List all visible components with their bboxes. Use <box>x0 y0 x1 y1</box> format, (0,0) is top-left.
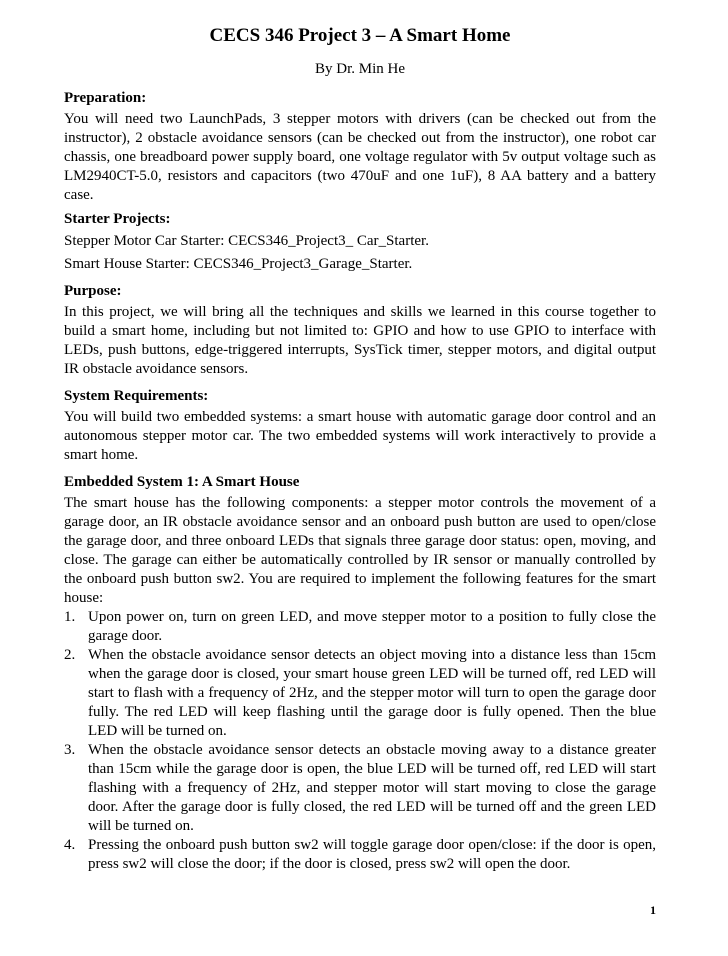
page-number: 1 <box>650 903 656 917</box>
system-requirements-heading: System Requirements: <box>64 388 209 404</box>
embedded-system-1-heading: Embedded System 1: A Smart House <box>64 474 300 490</box>
feature-item <box>64 836 656 874</box>
preparation-text: You will need two LaunchPads, 3 stepper motors with drivers (can be checked out from the instructor), 2 obstacle avoidance sensors (can be checked out from the instructor), one robot car chassis, one breadboard power supply board, one voltage regulator with 5v output voltage such as LM2940CT-5.0, resistors and capacitors (two 470uF and one 1uF), 8 AA battery and a battery case. <box>64 111 656 203</box>
embedded-system-1-text: The smart house has the following components: a stepper motor controls the movement of a garage door, an IR obstacle avoidance sensor and an onboard push button are used to open/close the garage door, and three onboard LEDs that signals three garage door status: open, moving, and close. The garage can either be automatically controlled by IR sensor or manually controlled by the onboard push button sw2. You are required to implement the following features for the smart house: <box>64 495 656 606</box>
feature-text: Pressing the onboard push button sw2 will toggle garage door open/close: if the door is open, press sw2 will close the door; if the door is closed, press sw2 will open the door. <box>88 837 656 872</box>
feature-text: Upon power on, turn on green LED, and move stepper motor to a position to fully close the garage door. <box>88 609 656 644</box>
feature-item <box>64 741 656 836</box>
starter-projects-heading: Starter Projects: <box>64 211 171 227</box>
starter-house: Smart House Starter: CECS346_Project3_Garage_Starter. <box>64 256 413 272</box>
purpose-text: In this project, we will bring all the techniques and skills we learned in this course together to build a smart home, including but not limited to: GPIO and how to use GPIO to interface with LEDs, push buttons, edge-triggered interrupts, SysTick timer, stepper motors, and digital output IR obstacle avoidance sensors. <box>64 304 656 377</box>
feature-item <box>64 608 656 646</box>
feature-number: 4. <box>64 837 76 853</box>
document-title: CECS 346 Project 3 – A Smart Home <box>209 25 511 46</box>
system-requirements-text: You will build two embedded systems: a smart house with automatic garage door control and an autonomous stepper motor car. The two embedded systems will work interactively to provide a smart home. <box>64 409 656 463</box>
document-author: By Dr. Min He <box>315 61 405 77</box>
purpose-heading: Purpose: <box>64 283 122 299</box>
feature-text: When the obstacle avoidance sensor detects an obstacle moving away to a distance greater than 15cm while the garage door is open, the blue LED will be turned off, red LED will start flashing with a frequency of 2Hz, and stepper motor will start moving to close the garage door. After the garage door is fully closed, the red LED will be turned off and the green LED will be turned on. <box>88 742 656 834</box>
starter-car: Stepper Motor Car Starter: CECS346_Project3_ Car_Starter. <box>64 233 429 249</box>
feature-number: 1. <box>64 609 76 625</box>
document-page <box>64 24 656 874</box>
feature-list <box>64 608 656 874</box>
preparation-heading: Preparation: <box>64 90 147 106</box>
feature-number: 2. <box>64 647 76 663</box>
feature-number: 3. <box>64 742 76 758</box>
feature-text: When the obstacle avoidance sensor detects an object moving into a distance less than 15cm when the garage door is closed, your smart house green LED will be turned off, red LED will start to flash with a frequency of 2Hz, and the stepper motor will turn to open the garage door fully. The red LED will keep flashing until the garage door is fully opened. Then the blue LED will be turned on. <box>88 647 656 739</box>
feature-item <box>64 646 656 741</box>
